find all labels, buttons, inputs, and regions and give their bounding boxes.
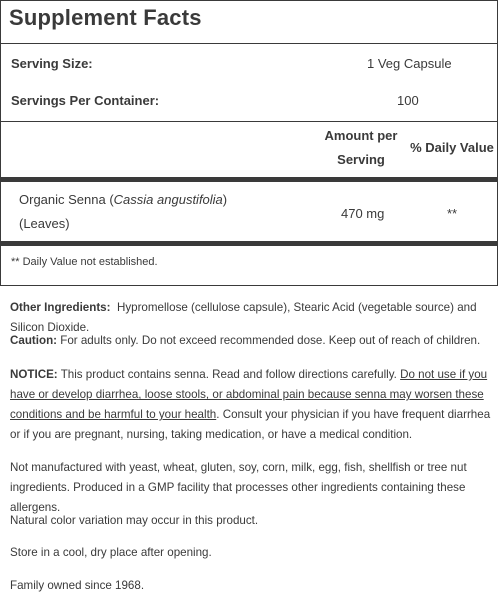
divider [1,43,497,44]
panel-title: Supplement Facts [9,5,202,30]
serving-size-value: 1 Veg Capsule [367,56,452,71]
ingredient-daily-value: ** [447,206,458,221]
family-owned-note: Family owned since 1968. [10,579,145,592]
daily-value-header: % Daily Value [410,140,494,155]
ingredient-name: Organic Senna (Cassia angustifolia) (Leaves) [19,192,228,231]
serving-size-label: Serving Size: [11,56,93,71]
storage-note: Store in a cool, dry place after opening. [10,546,212,559]
servings-value: 100 [397,93,419,108]
amount-per-serving-header [317,124,405,172]
other-ingredients: Other Ingredients: Hypromellose (cellulose capsule), Stearic Acid (vegetable source) and Silicon Dioxide. [10,301,477,334]
supplement-facts-panel [0,0,498,286]
servings-label: Servings Per Container: [11,93,160,108]
divider [1,121,497,122]
daily-value-footnote: ** Daily Value not established. [11,256,158,268]
ingredient-amount: 470 mg [341,206,385,221]
caution-text: Caution: For adults only. Do not exceed recommended dose. Keep out of reach of children. [10,334,481,347]
color-variation-note: Natural color variation may occur in this product. [10,514,259,527]
allergen-statement: Not manufactured with yeast, wheat, gluten, soy, corn, milk, egg, fish, shellfish or tree nut ingredients. Produced in a GMP facility that processes other ingredients containing these allergens. [10,461,467,514]
thick-divider [1,177,497,182]
amount-header-line1: Amount per [324,128,398,143]
thick-divider [1,241,497,246]
amount-header-line2: Serving [337,152,385,167]
notice-text: NOTICE: This product contains senna. Read and follow directions carefully. Do not use if you have or develop diarrhea, loose stools, or abdominal pain because senna may worsen these conditions and be harmful to your health. Consult your physician if you have frequent diarrhea or if you are pregnant, nursing, taking medication, or have a medical condition. [10,368,491,441]
